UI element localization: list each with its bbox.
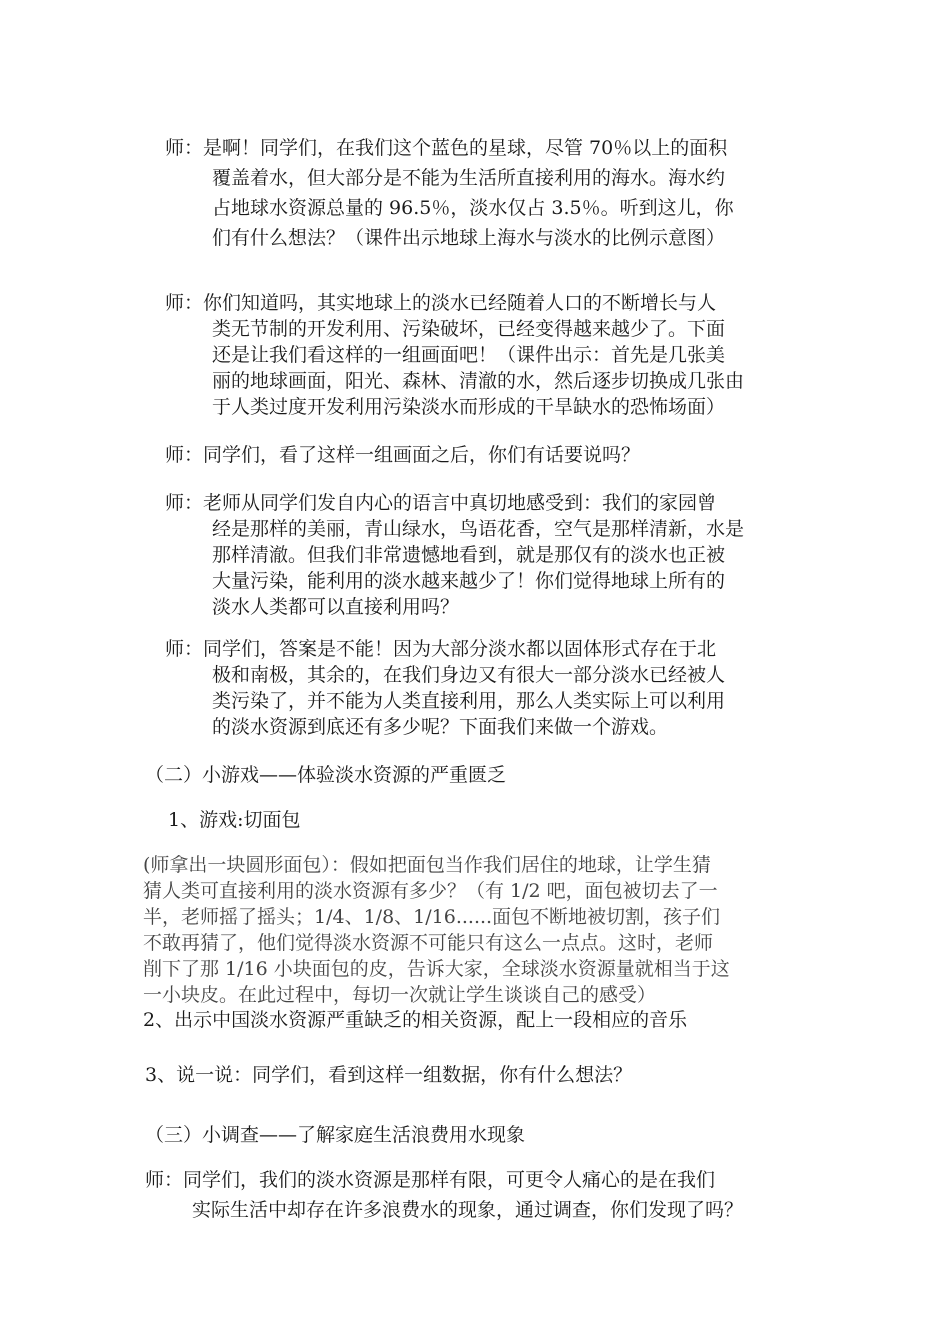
item-2 — [143, 1005, 687, 1035]
section-heading-game — [145, 760, 506, 790]
heading-text: （三）小调查——了解家庭生活浪费用水现象 — [145, 1124, 526, 1146]
text-line: 淡水人类都可以直接利用吗？ — [212, 596, 460, 618]
paragraph-teacher-2 — [165, 290, 744, 420]
text-line: 猜人类可直接利用的淡水资源有多少？（有 1/2 吧，面包被切去了一 — [143, 880, 718, 902]
text-line: 类污染了，并不能为人类直接利用，那么人类实际上可以利用 — [212, 690, 726, 712]
text-line: 极和南极，其余的，在我们身边又有很大一部分淡水已经被人 — [212, 664, 726, 686]
paragraph-teacher-3 — [165, 440, 640, 470]
item-text: 3、说一说：同学们，看到这样一组数据，你有什么想法？ — [145, 1064, 633, 1086]
paragraph-teacher-final — [145, 1165, 743, 1225]
text-line: (师拿出一块圆形面包）：假如把面包当作我们居住的地球，让学生猜 — [143, 854, 711, 876]
text-line: 一小块皮。在此过程中，每切一次就让学生谈谈自己的感受） — [143, 984, 657, 1006]
text-line: 丽的地球画面，阳光、森林、清澈的水，然后逐步切换成几张由 — [212, 370, 745, 392]
text-line: 师：老师从同学们发自内心的语言中真切地感受到：我们的家园曾 — [165, 492, 717, 514]
item-text: 1、游戏:切面包 — [168, 809, 301, 831]
text-line: 师：你们知道吗，其实地球上的淡水已经随着人口的不断增长与人 — [165, 292, 717, 314]
paragraph-teacher-1 — [165, 133, 734, 253]
section-heading-survey — [145, 1120, 525, 1150]
bread-game-description — [143, 852, 730, 1008]
text-line: 们有什么想法？（课件出示地球上海水与淡水的比例示意图） — [212, 227, 726, 249]
item-3 — [145, 1060, 632, 1090]
text-line: 经是那样的美丽，青山绿水，鸟语花香，空气是那样清新，水是 — [212, 518, 745, 540]
paragraph-teacher-4 — [165, 490, 744, 620]
text-line: 削下了那 1/16 小块面包的皮，告诉大家，全球淡水资源量就相当于这 — [143, 958, 730, 980]
text-line: 半，老师摇了摇头；1/4、1/8、1/16......面包不断地被切割，孩子们 — [143, 906, 721, 928]
item-text: 2、出示中国淡水资源严重缺乏的相关资源，配上一段相应的音乐 — [143, 1009, 688, 1031]
text-line: 师：同学们，看了这样一组画面之后，你们有话要说吗？ — [165, 444, 641, 466]
text-line: 的淡水资源到底还有多少呢？下面我们来做一个游戏。 — [212, 716, 669, 738]
text-line: 不敢再猜了，他们觉得淡水资源不可能只有这么一点点。这时，老师 — [143, 932, 714, 954]
text-line: 于人类过度开发利用污染淡水而形成的干旱缺水的恐怖场面） — [212, 396, 726, 418]
text-line: 还是让我们看这样的一组画面吧！（课件出示：首先是几张美 — [212, 344, 726, 366]
text-line: 覆盖着水，但大部分是不能为生活所直接利用的海水。海水约 — [212, 167, 726, 189]
text-line: 师：同学们，我们的淡水资源是那样有限，可更令人痛心的是在我们 — [145, 1169, 716, 1191]
text-line: 类无节制的开发利用、污染破坏，已经变得越来越少了。下面 — [212, 318, 726, 340]
text-line: 大量污染，能利用的淡水越来越少了！你们觉得地球上所有的 — [212, 570, 726, 592]
heading-text: （二）小游戏——体验淡水资源的严重匮乏 — [145, 764, 507, 786]
text-line: 占地球水资源总量的 96.5％，淡水仅占 3.5％。听到这儿，你 — [212, 197, 734, 219]
text-line: 师：是啊！同学们，在我们这个蓝色的星球，尽管 70％以上的面积 — [165, 137, 728, 159]
text-line: 师：同学们，答案是不能！因为大部分淡水都以固体形式存在于北 — [165, 638, 717, 660]
game-item — [168, 805, 301, 835]
text-line: 实际生活中却存在许多浪费水的现象，通过调查，你们发现了吗？ — [192, 1199, 744, 1221]
paragraph-teacher-5 — [165, 636, 725, 740]
text-line: 那样清澈。但我们非常遗憾地看到，就是那仅有的淡水也正被 — [212, 544, 726, 566]
